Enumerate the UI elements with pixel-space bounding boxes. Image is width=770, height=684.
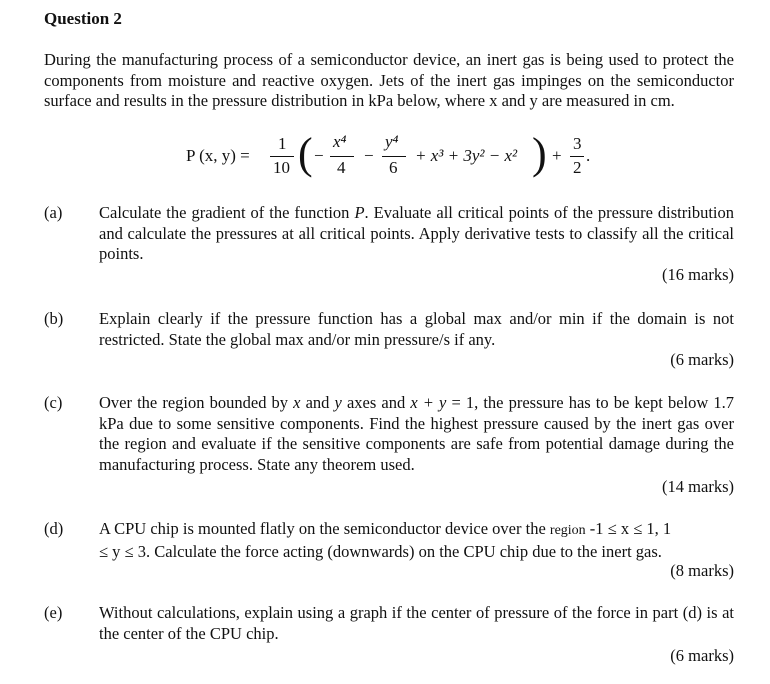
frac2-denominator: 2	[573, 158, 582, 177]
part-a-marks: (16 marks)	[662, 265, 734, 284]
x4-bar	[330, 156, 354, 157]
x4-denominator: 4	[337, 158, 346, 177]
question-title: Question 2	[44, 9, 122, 28]
frac2-numerator: 3	[573, 134, 582, 153]
y4-bar	[382, 156, 406, 157]
part-d-text	[99, 519, 734, 562]
part-c-text-1: Over the region bounded by	[99, 393, 294, 412]
part-d-region-word: region	[549, 523, 586, 538]
part-c-marks: (14 marks)	[662, 477, 734, 496]
frac1-numerator: 1	[278, 134, 287, 153]
x4-numerator: x⁴	[333, 132, 347, 151]
part-d-label: (d)	[44, 519, 64, 538]
part-c-text-2: and	[300, 393, 335, 412]
pressure-formula	[186, 129, 606, 180]
y4-denominator: 6	[389, 158, 398, 177]
part-b-text: Explain clearly if the pressure function has a global max and/or min if the domain is not restricted. State the global max and/or min pressure/s if any.	[99, 309, 734, 349]
part-e-label: (e)	[44, 603, 63, 622]
part-b-marks: (6 marks)	[670, 350, 734, 369]
part-d-region-x: -1 ≤ x ≤ 1, 1	[585, 519, 672, 538]
frac1-bar	[270, 156, 294, 157]
part-e-marks: (6 marks)	[670, 646, 734, 665]
formula-period: .	[586, 146, 591, 165]
minus-sign-1: −	[314, 146, 324, 165]
part-c-var-y: y	[334, 393, 342, 412]
part-c-var-x: x	[293, 393, 301, 412]
part-c-text-4: = 1, the pressure has to be kept below 1.7 kPa due to some sensitive components. Find the highest pressure caused by the inert gas over the region and evaluate if the sensitive components are safe from potential damage during the manufacturing process. State any theorem used.	[99, 393, 734, 474]
part-a-text	[99, 203, 734, 265]
part-d-text-2: ≤ y ≤ 3. Calculate the force acting (downwards) on the CPU chip due to the inert gas.	[99, 541, 662, 561]
minus-sign-2: −	[364, 146, 374, 165]
part-e-text: Without calculations, explain using a graph if the center of pressure of the force in part (d) is at the center of the CPU chip.	[99, 603, 734, 643]
formula-polynomial: + x³ + 3y² − x²	[415, 146, 518, 165]
question-intro: During the manufacturing process of a semiconductor device, an inert gas is being used to protect the components from moisture and reactive oxygen. Jets of the inert gas impinges on the semiconductor surface and results in the pressure distribution in kPa below, where x and y are measured in cm.	[44, 50, 734, 110]
part-b-label: (b)	[44, 309, 64, 328]
plus-sign: +	[552, 146, 562, 165]
part-d-text-1: A CPU chip is mounted flatly on the semiconductor device over the	[99, 519, 550, 538]
frac1-denominator: 10	[273, 158, 290, 177]
part-c-label: (c)	[44, 393, 63, 412]
y4-numerator: y⁴	[385, 132, 399, 151]
frac2-bar	[570, 156, 584, 157]
part-a-var-p: P	[354, 203, 365, 222]
right-paren: )	[532, 129, 547, 178]
part-c-text	[99, 393, 734, 475]
part-c-text-3: axes and	[341, 393, 411, 412]
part-c-equation: x + y	[410, 393, 447, 412]
formula-lhs: P (x, y) =	[186, 146, 250, 165]
part-d-marks: (8 marks)	[670, 561, 734, 580]
part-a-text-1: Calculate the gradient of the function	[99, 203, 355, 222]
part-a-label: (a)	[44, 203, 63, 222]
left-paren: (	[298, 129, 313, 178]
part-a-text-2: . Evaluate all critical points of the pressure distribution and calculate the pressures at all critical points. Apply derivative tests to classify all the critical points.	[99, 203, 734, 263]
